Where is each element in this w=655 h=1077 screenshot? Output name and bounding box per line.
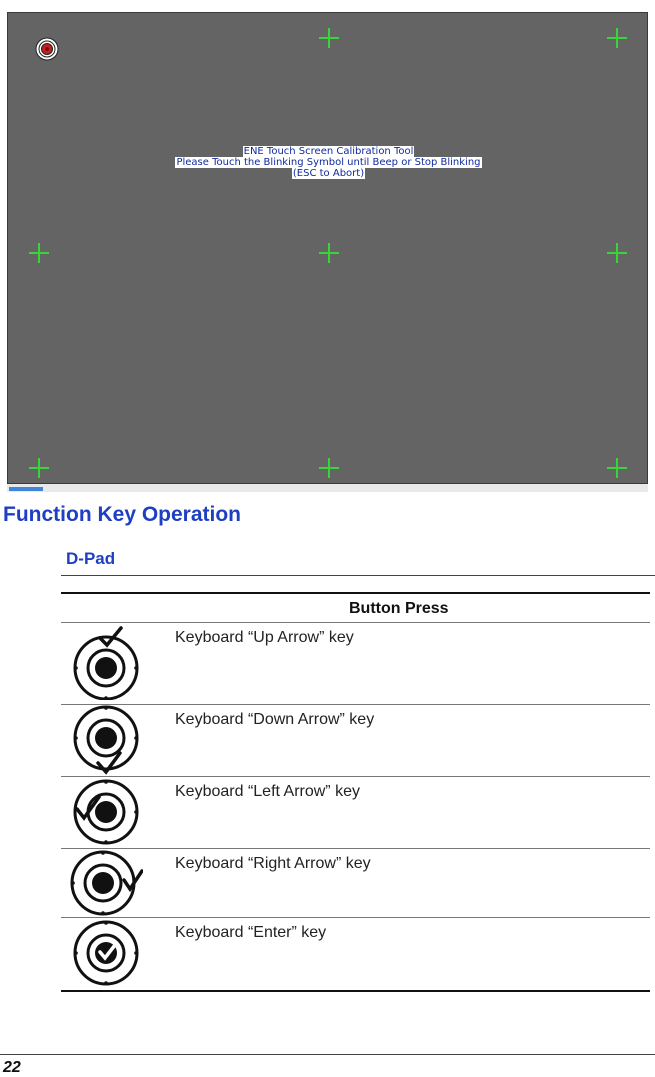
crosshair-icon[interactable] bbox=[319, 458, 339, 478]
row-label: Keyboard “Right Arrow” key bbox=[175, 855, 371, 872]
section-title: Function Key Operation bbox=[3, 503, 242, 526]
calibration-instructions bbox=[8, 146, 649, 179]
calibration-screen bbox=[7, 12, 648, 484]
dpad-enter-icon bbox=[69, 916, 143, 990]
dpad-down-icon bbox=[69, 703, 143, 777]
row-label: Keyboard “Down Arrow” key bbox=[175, 711, 375, 728]
calibration-footer-strip bbox=[7, 484, 648, 492]
row-label: Keyboard “Enter” key bbox=[175, 924, 327, 941]
table-header bbox=[61, 594, 650, 623]
page-number: 22 bbox=[3, 1059, 21, 1076]
dpad-right-icon bbox=[69, 846, 143, 920]
footer-divider bbox=[0, 1054, 655, 1055]
table-row bbox=[61, 705, 650, 777]
dpad-up-icon bbox=[69, 626, 143, 700]
crosshair-icon[interactable] bbox=[29, 243, 49, 263]
row-label: Keyboard “Left Arrow” key bbox=[175, 783, 360, 800]
calibration-title: ENE Touch Screen Calibration Tool bbox=[243, 146, 414, 157]
heading-divider bbox=[61, 575, 655, 576]
table-row bbox=[61, 849, 650, 918]
calibration-abort-hint: (ESC to Abort) bbox=[292, 168, 365, 179]
crosshair-icon[interactable] bbox=[607, 458, 627, 478]
table-bottom-rule bbox=[61, 990, 650, 992]
crosshair-icon[interactable] bbox=[607, 28, 627, 48]
crosshair-icon[interactable] bbox=[607, 243, 627, 263]
table-row bbox=[61, 777, 650, 849]
dpad-left-icon bbox=[69, 775, 143, 849]
table-header-label: Button Press bbox=[349, 600, 449, 617]
crosshair-icon[interactable] bbox=[29, 458, 49, 478]
table-row bbox=[61, 623, 650, 705]
row-label: Keyboard “Up Arrow” key bbox=[175, 629, 354, 646]
calibration-instruction: Please Touch the Blinking Symbol until Beep or Stop Blinking bbox=[176, 157, 481, 168]
subsection-title: D-Pad bbox=[66, 549, 116, 568]
bullseye-target-icon[interactable] bbox=[35, 37, 59, 61]
crosshair-icon[interactable] bbox=[319, 28, 339, 48]
calibration-progress-indicator bbox=[9, 487, 43, 491]
crosshair-icon[interactable] bbox=[319, 243, 339, 263]
table-row bbox=[61, 918, 650, 990]
dpad-function-table bbox=[61, 592, 650, 992]
